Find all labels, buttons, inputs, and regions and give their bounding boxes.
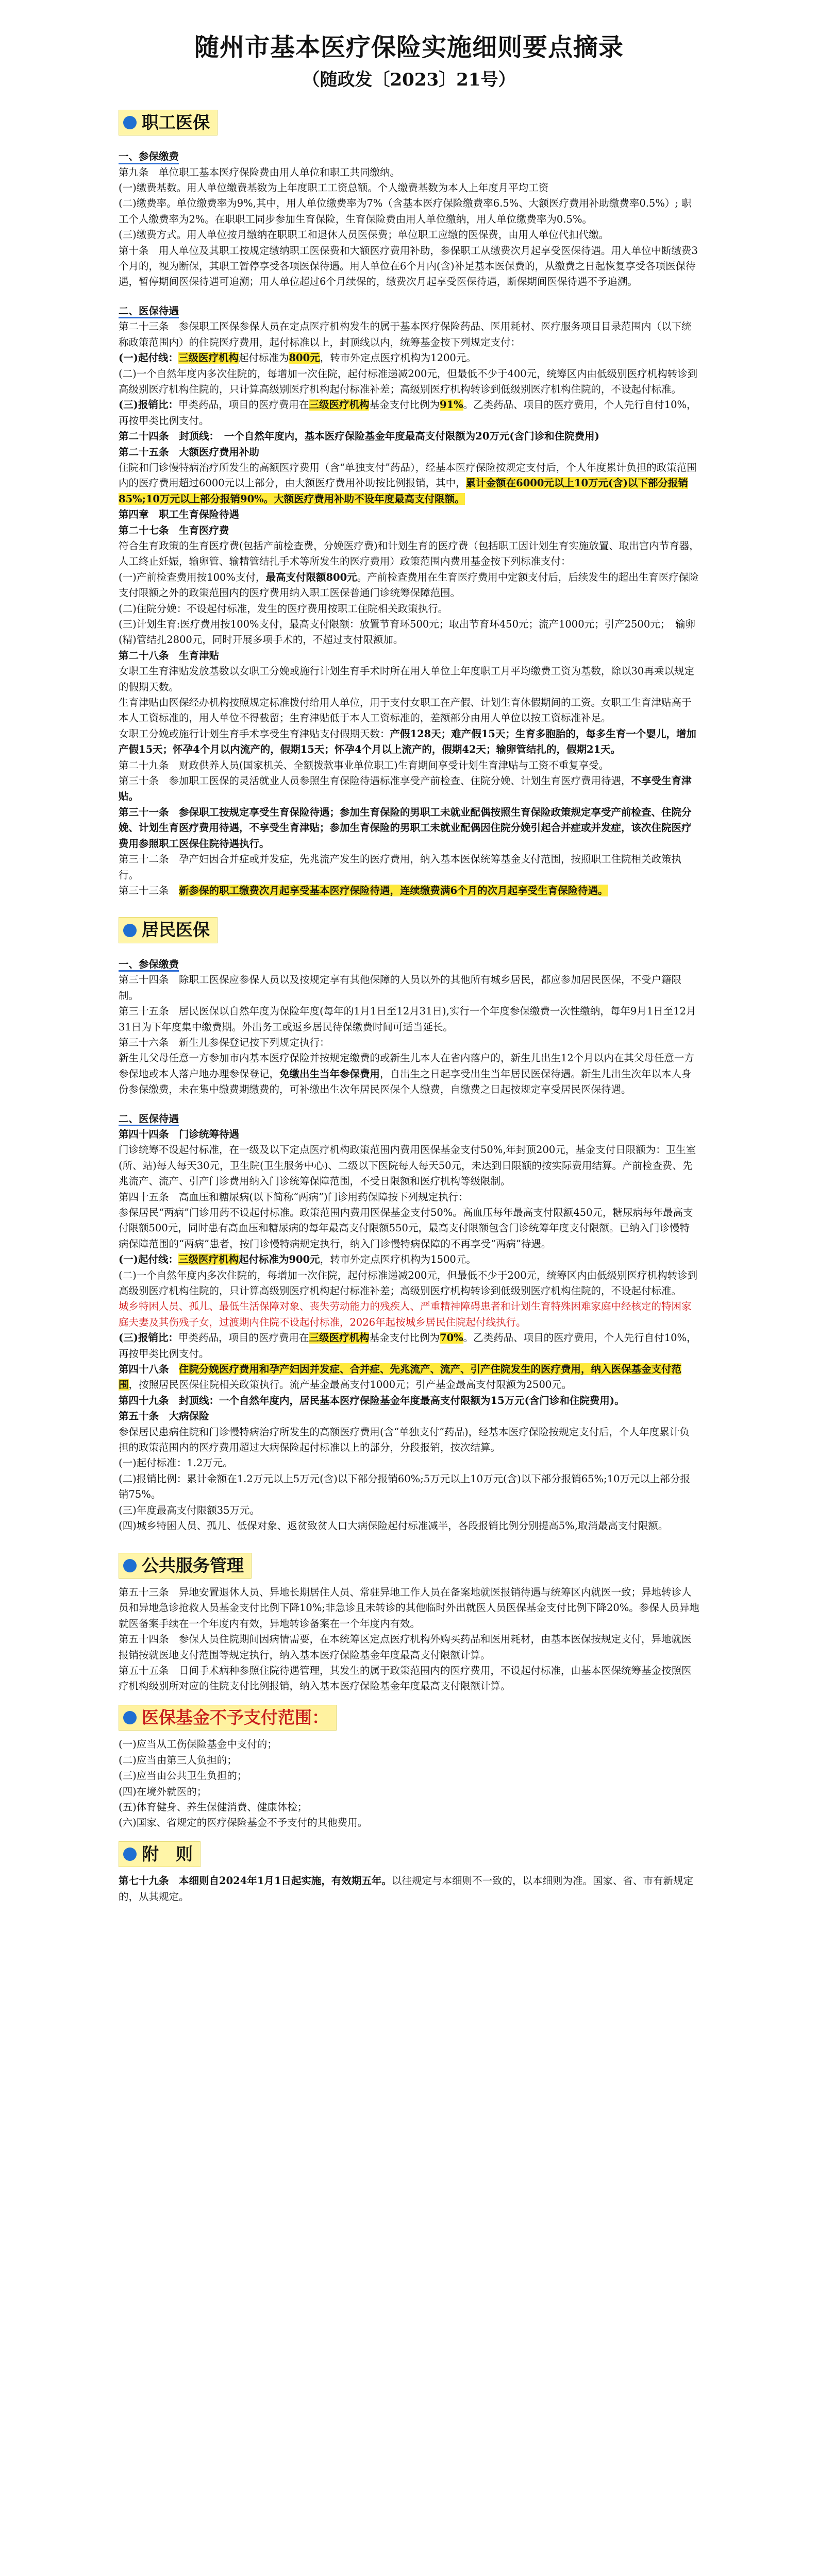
highlight: 三级医疗机构: [178, 1253, 239, 1266]
text: (一)产前检查费用按100%支付，: [119, 571, 266, 583]
article: 第九条 单位职工基本医疗保险费由用人单位和职工共同缴纳。: [119, 166, 400, 178]
article: 女职工生育津贴发放基数以女职工分娩或施行计划生育手术时所在用人单位上年度职工月平均缴费工资为基数，除以30再乘以规定的假期天数。: [119, 665, 694, 693]
subsection-heading: 一、参保缴费: [119, 149, 179, 164]
bullet-dot-icon: [123, 116, 137, 129]
clause-label: (三)报销比：: [119, 399, 178, 411]
article-title: 第五十条 大病保险: [119, 1410, 209, 1422]
bullet-dot-icon: [123, 924, 137, 937]
list-item: (一)应当从工伤保险基金中支付的；: [119, 1738, 277, 1751]
article: [119, 883, 699, 899]
section-tag-not-covered: [119, 1705, 337, 1731]
article-clause: (二)一个自然年度内多次住院的，每增加一次住院，起付标准递减200元，但最低不少于200元，统筹区内由低级别医疗机构转诊到高级别医疗机构住院的，只计算高级别医疗机构起付标准补差；高级别医疗机构转诊到低级别医疗机构住院的，不设起付标准。: [119, 1269, 698, 1297]
text: 基金支付比例为: [369, 1332, 440, 1344]
article-clause: (三)缴费方式。用人单位按月缴纳在职职工和退休人员医保费；单位职工应缴的医保费，由用人单位代扣代缴。: [119, 229, 609, 241]
article: [119, 1873, 699, 1905]
text: 住院和门诊慢特病治疗所发生的高额医疗费用（含“单独支付”药品），经基本医疗保险按规定支付后，个人年度累计负担的政策范围内的医疗费用超过6000元以上部分，由大额医疗费用补助按比例报销，其中，: [119, 461, 697, 489]
bold-text: 本细则自2024年1月1日起实施，有效期五年。: [179, 1875, 392, 1887]
article-clause: (二)住院分娩：不设起付标准，发生的医疗费用按职工住院相关政策执行。: [119, 602, 448, 615]
section-tag-appendix: [119, 1841, 201, 1868]
article: 符合生育政策的生育医疗费(包括产前检查费，分娩医疗费)和计划生育的医疗费（包括职工因计划生育实施放置、取出宫内节育器，人工终止妊娠，输卵管、输精管结扎手术等所发生的医疗费用）政策范围内费用基金按下列标准支付：: [119, 539, 699, 568]
clause-label: (三)报销比：: [119, 1332, 178, 1344]
list-item: (四)在境外就医的；: [119, 1785, 207, 1798]
bold-text: 最高支付限额800元: [265, 571, 357, 583]
section-tag-label: 医保基金不予支付范围：: [142, 1707, 329, 1727]
text: ，按照居民医保住院相关政策执行。流产基金最高支付1000元；引产基金最高支付限额为2500元。: [128, 1379, 572, 1391]
article: 门诊统筹不设起付标准，在一级及以下定点医疗机构政策范围内费用医保基金支付50%,年封顶200元，基金支付日限额为：卫生室(所、站)每人每天30元，卫生院(卫生服务中心)、二级以下医院每人每天50元，未达到日限额的按实际费用结算。产前检查费、先兆流产、流产、引产门诊费用纳入门诊统筹保障范围，不受日限额和医疗机构等级限制。: [119, 1144, 696, 1188]
chapter-heading: 第四章 职工生育保险待遇: [119, 509, 240, 521]
section-tag-employee: [119, 110, 218, 136]
article: 第三十四条 除职工医保应参保人员以及按规定享有其他保障的人员以外的其他所有城乡居民，都应参加居民医保，不受户籍限制。: [119, 974, 682, 1002]
text: ，转市外定点医疗机构为1200元。: [320, 352, 476, 364]
article-title: 第四十四条 门诊统筹待遇: [119, 1128, 240, 1140]
bold-text: 产假128天；难产假15天；生育多胞胎的，每多生育一个婴儿，增加产假15天；怀孕4个月以内流产的，假期15天；怀孕4个月以上流产的，假期42天；输卵管结扎的，假期21天。: [119, 727, 696, 756]
article-title: 第二十五条 大额医疗费用补助: [119, 446, 260, 458]
article: 第三十一条 参保职工按规定享受生育保险待遇；参加生育保险的男职工未就业配偶按照生育保险政策规定享受产前检查、住院分娩、计划生育医疗费用待遇，不享受生育津贴；参加生育保险的男职工未就业配偶因住院分娩引起合并症或并发症，该次住院医疗费用参照职工医保住院待遇执行。: [119, 806, 692, 850]
article-clause: [119, 397, 699, 429]
text: 基金支付比例为: [369, 399, 440, 411]
list-item: (六)国家、省规定的医疗保险基金不予支付的其他费用。: [119, 1817, 368, 1829]
highlight: 三级医疗机构: [178, 352, 239, 364]
section-tag-label: 附 则: [142, 1843, 193, 1864]
article: 生育津贴由医保经办机构按照规定标准拨付给用人单位，用于支付女职工在产假、计划生育休假期间的工资。女职工生育津贴高于本人工资标准的，用人单位不得截留；生育津贴低于本人工资标准的，差额部分由用人单位以按工资标准补足。: [119, 697, 692, 724]
red-note: 城乡特困人员、孤儿、最低生活保障对象、丧失劳动能力的残疾人、严重精神障碍患者和计划生育特殊困难家庭中经核定的特困家庭夫妻及其伤残子女，过渡期内住院不设起付标准，2026年起按城乡居民住院起付线执行。: [119, 1300, 692, 1328]
bold-text: 起付标准为900元: [238, 1253, 320, 1266]
bullet-dot-icon: [123, 1711, 137, 1724]
article: [119, 726, 699, 758]
article: 第二十四条 封顶线： 一个自然年度内，基本医疗保险基金年度最高支付限额为20万元(含门诊和住院费用): [119, 430, 599, 443]
article-clause: (三)年度最高支付限额35万元。: [119, 1504, 260, 1516]
article-clause: (一)起付标准：1.2万元。: [119, 1457, 233, 1469]
article-title: 第二十七条 生育医疗费: [119, 524, 229, 536]
text: 第三十条 参加职工医保的灵活就业人员参照生育保险待遇标准享受产前检查、住院分娩、计划生育医疗费用待遇，: [119, 775, 631, 787]
article: [119, 773, 699, 805]
highlight: 三级医疗机构: [309, 1332, 370, 1344]
not-covered-list: [119, 1737, 699, 1831]
article-title: 第二十八条 生育津贴: [119, 649, 220, 662]
subsection-heading: 二、医保待遇: [119, 1111, 179, 1127]
article: 参保居民“两病”门诊用药不设起付标准。政策范围内费用医保基金支付50%。高血压每年最高支付限额450元，糖尿病每年最高支付限额500元，同时患有高血压和糖尿病的每年最高支付限额550元，最高支付限额包含门诊统筹年度支付限额。已纳入门诊慢特病保障范围的“两病”患者，按门诊慢特病规定执行，纳入门诊慢特病保障的不再享受“两病”待遇。: [119, 1206, 693, 1250]
subsection-heading: 一、参保缴费: [119, 957, 179, 972]
section-tag-resident: [119, 917, 218, 943]
highlight: 累计金额在6000元以上10万元(含)以下部分报销85%;10万元以上部分报销90%。大额医疗费用补助不设年度最高支付限额。: [119, 477, 689, 505]
page-subtitle: （随政发〔2023〕21号）: [302, 69, 516, 90]
list-item: (三)应当由公共卫生负担的；: [119, 1770, 247, 1782]
clause-label: (一)起付线：: [119, 1253, 178, 1266]
text: 。乙类药品、项目的医疗费用，个人先行自付10%，再按甲类比例支付。: [119, 399, 697, 427]
text: 起付标准为: [238, 352, 289, 364]
bullet-dot-icon: [123, 1559, 137, 1572]
article: 第五十五条 日间手术病种参照住院待遇管理，其发生的属于政策范围内的医疗费用，不设起付标准，由基本医保统筹基金按照医疗机构级别所对应的住院支付比例报销，纳入基本医疗保险基金年度最高支付限额计算。: [119, 1665, 692, 1692]
article-clause: [119, 570, 699, 601]
text: 新生儿父母任意一方参加市内基本医疗保险并按规定缴费的或新生儿本人在省内落户的，新生儿出生12个月以内在其父母任意一方参保地或本人落户地办理参保登记，: [119, 1052, 694, 1080]
article: 第三十五条 居民医保以自然年度为保险年度(每年的1月1日至12月31日),实行一个年度参保缴费一次性缴纳，每年9月1日至12月31日为下年度集中缴费期。外出务工或返乡居民待保缴费时间可适当延长。: [119, 1005, 696, 1033]
article: 第二十九条 财政供养人员(国家机关、全额拨款事业单位职工)生育期间享受计划生育津贴与工资不重复享受。: [119, 759, 609, 771]
article: [119, 1050, 699, 1097]
article-clause: (四)城乡特困人员、孤儿、低保对象、返贫致贫人口大病保险起付标准减半，各段报销比例分别提高5%,取消最高支付限额。: [119, 1520, 669, 1532]
article: 第三十二条 孕产妇因合并症或并发症，先兆流产发生的医疗费用，纳入基本医保统筹基金支付范围，按照职工住院相关政策执行。: [119, 853, 682, 881]
article: [119, 1362, 699, 1393]
text: 以往规定与本细则不一致的，以本细则为准。国家、省、市有新规定的，从其规定。: [119, 1875, 693, 1903]
subsection-heading: 二、医保待遇: [119, 303, 179, 319]
clause-label: (一)起付线：: [119, 352, 178, 364]
text: 第三十三条: [119, 884, 179, 896]
highlight: 新参保的职工缴费次月起享受基本医疗保险待遇，连续缴费满6个月的次月起享受生育保险待遇。: [179, 884, 608, 896]
bold-text: 免缴出生当年参保费用: [279, 1067, 380, 1080]
article: 第十条 用人单位及其职工按规定缴纳职工医保费和大额医疗费用补助，参保职工从缴费次月起享受医保待遇。用人单位中断缴费3个月的，视为断保，其职工暂停享受各项医保待遇。用人单位在6个月内(含)补足基本医保费的，从缴费之日起恢复享受各项医保待遇，暂停期间医保待遇可追溯；用人单位超过6个月续保的，缴费次月起享受医保待遇，断保期间医保待遇不予追溯。: [119, 244, 698, 288]
article-clause: [119, 350, 699, 366]
article: [119, 460, 699, 507]
article-clause: (二)一个自然年度内多次住院的，每增加一次住院，起付标准递减200元，但最低不少于400元，统筹区内由低级别医疗机构转诊到高级别医疗机构住院的，只计算高级别医疗机构起付标准补差；高级别医疗机构转诊到低级别医疗机构住院的，不设起付标准。: [119, 367, 698, 395]
article-clause: (二)缴费率。单位缴费率为9%,其中，用人单位缴费率为7%（含基本医疗保险缴费率6.5%、大额医疗费用补助缴费率0.5%）; 职工个人缴费率为2%。在职职工同步参加生育保险，生育保险费由用人单位缴纳，用人单位缴费率为0.5%。: [119, 197, 692, 225]
text: 甲类药品，项目的医疗费用在: [178, 399, 309, 411]
article-clause: (三)计划生育:医疗费用按100%支付，最高支付限额：放置节育环500元；取出节育环450元；流产1000元；引产2500元； 输卵(精)管结扎2800元，同时开展多项手术的，不超过支付限额加。: [119, 618, 695, 646]
highlight: 住院分娩医疗费用和孕产妇因并发症、合并症、先兆流产、流产、引产住院发生的医疗费用，纳入医保基金支付范围: [119, 1363, 682, 1391]
text: 。产前检查费用在生育医疗费用中定额支付后，后续发生的超出生育医疗保险支付限额之外的政策范围内的医疗费用纳入职工医保普通门诊统筹保障范围。: [119, 571, 699, 599]
article: 第五十三条 异地安置退休人员、异地长期居住人员、常驻异地工作人员在备案地就医报销待遇与统筹区内就医一致；异地转诊人员和异地急诊抢救人员基金支付比例下降10%;非急诊且未转诊的其他临时外出就医人员医保基金支付比例下降20%。参保人员异地就医备案手续在一个年度内有效，异地转诊备案在一个年度内有效。: [119, 1586, 699, 1630]
article-clause: (一)缴费基数。用人单位缴费基数为上年度职工工资总额。个人缴费基数为本人上年度月平均工资: [119, 182, 549, 194]
highlight: 70%: [440, 1332, 463, 1344]
list-item: (二)应当由第三人负担的；: [119, 1754, 237, 1766]
article: 第四十五条 高血压和糖尿病(以下简称“两病”)门诊用药保障按下列规定执行：: [119, 1191, 469, 1203]
page-title: 随州市基本医疗保险实施细则要点摘录: [194, 33, 624, 62]
text: 女职工分娩或施行计划生育手术享受生育津贴支付假期天数：: [119, 727, 390, 740]
highlight: 三级医疗机构: [309, 399, 370, 411]
bold-text: 第四十八条: [119, 1363, 179, 1376]
article-clause: [119, 1330, 699, 1362]
section-tag-label: 公共服务管理: [142, 1555, 244, 1575]
article-clause: [119, 1252, 699, 1267]
text: 。乙类药品、项目的医疗费用，个人先行自付10%，再按甲类比例支付。: [119, 1332, 697, 1360]
article: 第二十三条 参保职工医保参保人员在定点医疗机构发生的属于基本医疗保险药品、医用耗材、医疗服务项目目录范围内（以下统称政策范围内）的住院医疗费用，起付标准以上，封顶线以内，统筹基金按下列规定支付：: [119, 320, 692, 348]
article-clause: (二)报销比例：累计金额在1.2万元以上5万元(含)以下部分报销60%;5万元以上10万元(含)以下部分报销65%;10万元以上部分报销75%。: [119, 1472, 690, 1501]
bullet-dot-icon: [123, 1848, 137, 1861]
text: ，自出生之日起享受出生当年居民医保待遇。新生儿出生次年以本人身份参保缴费，未在集中缴费期缴费的，可补缴出生次年居民医保个人缴费，自缴费之日起按规定享受居民医保待遇。: [119, 1067, 692, 1096]
section-tag-label: 职工医保: [142, 112, 210, 132]
article: 第三十六条 新生儿参保登记按下列规定执行：: [119, 1036, 330, 1048]
text: ，转市外定点医疗机构为1500元。: [320, 1253, 476, 1266]
bold-text: 不享受生育津贴。: [119, 775, 692, 803]
article: 第四十九条 封顶线：一个自然年度内，居民基本医疗保险基金年度最高支付限额为15万元(含门诊和住院费用)。: [119, 1394, 625, 1406]
section-tag-label: 居民医保: [142, 920, 210, 940]
list-item: (五)体育健身、养生保健消费、健康体检；: [119, 1801, 308, 1814]
article: 参保居民患病住院和门诊慢特病治疗所发生的高额医疗费用(含“单独支付”药品)，经基本医疗保险按规定支付后，个人年度累计负担的政策范围内的医疗费用超过大病保险起付标准以上的部分，分段报销，按次结算。: [119, 1426, 690, 1454]
highlight: 91%: [440, 399, 463, 411]
section-tag-public-service: [119, 1553, 252, 1579]
highlight: 800元: [289, 352, 320, 364]
text: 甲类药品，项目的医疗费用在: [178, 1332, 309, 1344]
bold-text: 第七十九条: [119, 1875, 179, 1887]
article: 第五十四条 参保人员住院期间因病情需要，在本统筹区定点医疗机构外购买药品和医用耗材，由基本医保按规定支付，异地就医报销按就医地支付范围等规定执行，纳入基本医疗保险基金年度最高支付限额计算。: [119, 1633, 692, 1661]
